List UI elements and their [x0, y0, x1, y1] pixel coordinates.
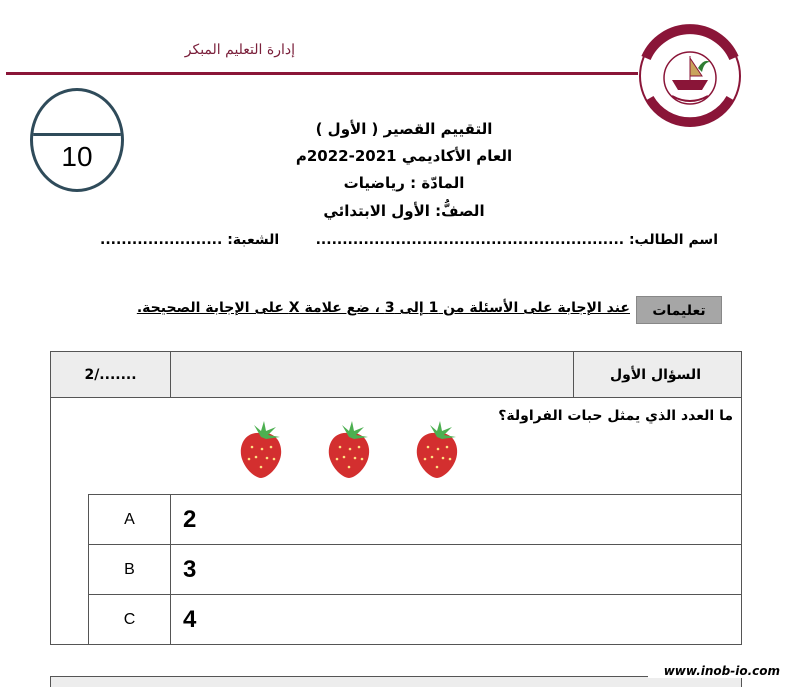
qatar-ministry-logo	[632, 18, 752, 130]
header-divider	[6, 72, 638, 75]
option-value: 2	[183, 506, 197, 533]
instructions-text: عند الإجابة على الأسئلة من 1 إلى 3 ، ضع علامة X على الإجابة الصحيحة.	[136, 300, 630, 316]
site-watermark: www.inob-io.com	[648, 664, 780, 678]
academic-year: العام الأكاديمي 2021-2022م	[295, 147, 513, 165]
option-letter: A	[89, 495, 171, 544]
instructions-tag: تعليمات	[636, 296, 722, 324]
option-letter: C	[89, 595, 171, 644]
question-label: السؤال الأول	[573, 352, 741, 398]
department-title: إدارة التعليم المبكر	[184, 42, 295, 58]
answer-option-c[interactable]	[89, 595, 742, 645]
exam-title: التقييم القصير ( الأول )	[315, 120, 493, 138]
answer-option-b[interactable]	[89, 545, 742, 595]
next-question-table	[50, 676, 742, 687]
question-mark: 2/.......	[51, 352, 171, 398]
option-letter: B	[89, 545, 171, 594]
strawberry-icon	[412, 421, 462, 479]
option-value: 3	[183, 556, 197, 583]
grade-line: الصفُّ: الأول الابتدائي	[323, 202, 485, 220]
question-header-row	[51, 352, 741, 398]
strawberry-icon	[236, 421, 286, 479]
score-total: 10	[61, 141, 93, 172]
section-field[interactable]: الشعبة: .......................	[100, 232, 280, 248]
student-name-field[interactable]: اسم الطالب: ..........................................................	[315, 232, 718, 248]
subject-line: المادّة : رياضيات	[343, 174, 465, 192]
answer-option-a[interactable]	[89, 495, 742, 545]
option-value: 4	[183, 606, 197, 633]
strawberry-icon	[324, 421, 374, 479]
answer-options-table	[88, 494, 742, 645]
question-text: ما العدد الذي يمثل حبات الفراولة؟	[498, 408, 733, 424]
